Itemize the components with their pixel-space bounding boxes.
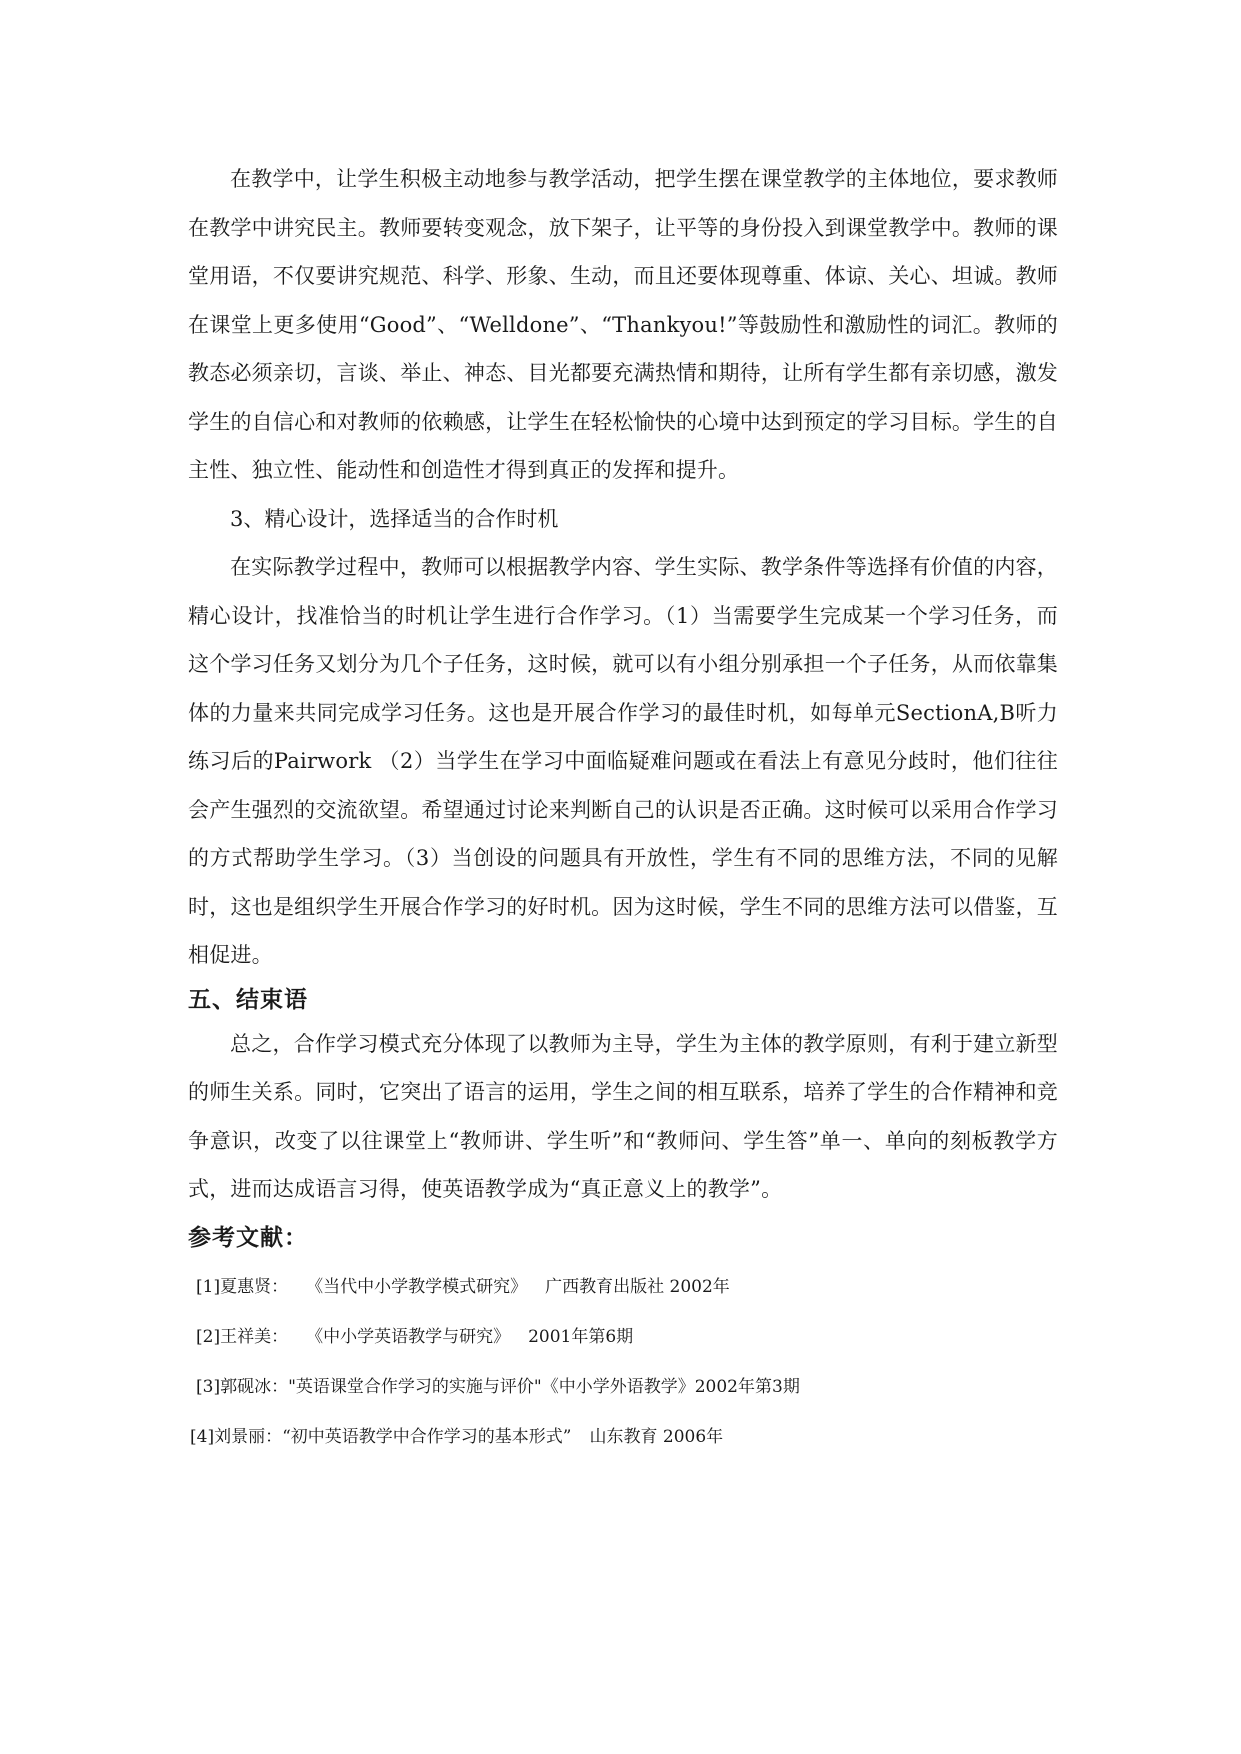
reference-title: "英语课堂合作学习的实施与评价"《中小学外语教学》 xyxy=(288,1376,695,1397)
reference-item-3 xyxy=(188,1362,1058,1412)
reference-author: 刘景丽： xyxy=(214,1426,283,1447)
reference-item-1 xyxy=(188,1262,1058,1312)
reference-item-2 xyxy=(188,1312,1058,1362)
reference-number: [4] xyxy=(190,1426,215,1447)
reference-source: 广西教育出版社 2002年 xyxy=(545,1276,730,1297)
reference-author: 郭砚冰： xyxy=(220,1376,289,1397)
reference-list xyxy=(188,1262,1058,1462)
reference-source: 2001年第6期 xyxy=(528,1326,634,1347)
subsection-heading-3: 3、精心设计，选择适当的合作时机 xyxy=(230,506,559,531)
body-paragraph-teacher-democracy: 在教学中，让学生积极主动地参与教学活动，把学生摆在课堂教学的主体地位，要求教师在教学中讲究民主。教师要转变观念，放下架子，让平等的身份投入到课堂教学中。教师的课堂用语，不仅要讲究规范、科学、形象、生动，而且还要体现尊重、体谅、关心、坦诚。教师在课堂上更多使用“Good”、“Welldone”、“Thankyou!”等鼓励性和激励性的词汇。教师的教态必须亲切，言谈、举止、神态、目光都要充满热情和期待，让所有学生都有亲切感，激发学生的自信心和对教师的依赖感，让学生在轻松愉快的心境中达到预定的学习目标。学生的自主性、独立性、能动性和创造性才得到真正的发挥和提升。 xyxy=(188,167,1058,482)
reference-item-4 xyxy=(188,1412,1058,1462)
references-heading: 参考文献： xyxy=(188,1224,308,1251)
reference-title: 《当代中小学教学模式研究》 xyxy=(306,1276,528,1297)
section-heading-conclusion: 五、结束语 xyxy=(188,986,308,1013)
reference-source: 山东教育 2006年 xyxy=(589,1426,724,1447)
reference-number: [3] xyxy=(196,1376,221,1397)
text-column xyxy=(188,155,1058,1462)
reference-title: “初中英语教学中合作学习的基本形式” xyxy=(282,1426,572,1447)
reference-number: [1] xyxy=(196,1276,221,1297)
reference-number: [2] xyxy=(196,1326,221,1347)
reference-source: 2002年第3期 xyxy=(694,1376,800,1397)
body-paragraph-conclusion: 总之，合作学习模式充分体现了以教师为主导，学生为主体的教学原则，有利于建立新型的师生关系。同时，它突出了语言的运用，学生之间的相互联系，培养了学生的合作精神和竞争意识，改变了以往课堂上“教师讲、学生听”和“教师问、学生答”单一、单向的刻板教学方式，进而达成语言习得，使英语教学成为“真正意义上的教学”。 xyxy=(188,1031,1058,1201)
reference-title: 《中小学英语教学与研究》 xyxy=(306,1326,511,1347)
body-paragraph-cooperation-timing: 在实际教学过程中，教师可以根据教学内容、学生实际、教学条件等选择有价值的内容，精心设计，找准恰当的时机让学生进行合作学习。（1）当需要学生完成某一个学习任务，而这个学习任务又划分为几个子任务，这时候，就可以有小组分别承担一个子任务，从而依靠集体的力量来共同完成学习任务。这也是开展合作学习的最佳时机，如每单元SectionA,B听力练习后的Pairwork （2）当学生在学习中面临疑难问题或在看法上有意见分歧时，他们往往会产生强烈的交流欲望。希望通过讨论来判断自己的认识是否正确。这时候可以采用合作学习的方式帮助学生学习。（3）当创设的问题具有开放性，学生有不同的思维方法，不同的见解时，这也是组织学生开展合作学习的好时机。因为这时候，学生不同的思维方法可以借鉴，互相促进。 xyxy=(188,555,1058,967)
reference-author: 王祥美： xyxy=(220,1326,289,1347)
reference-author: 夏惠贤： xyxy=(220,1276,289,1297)
